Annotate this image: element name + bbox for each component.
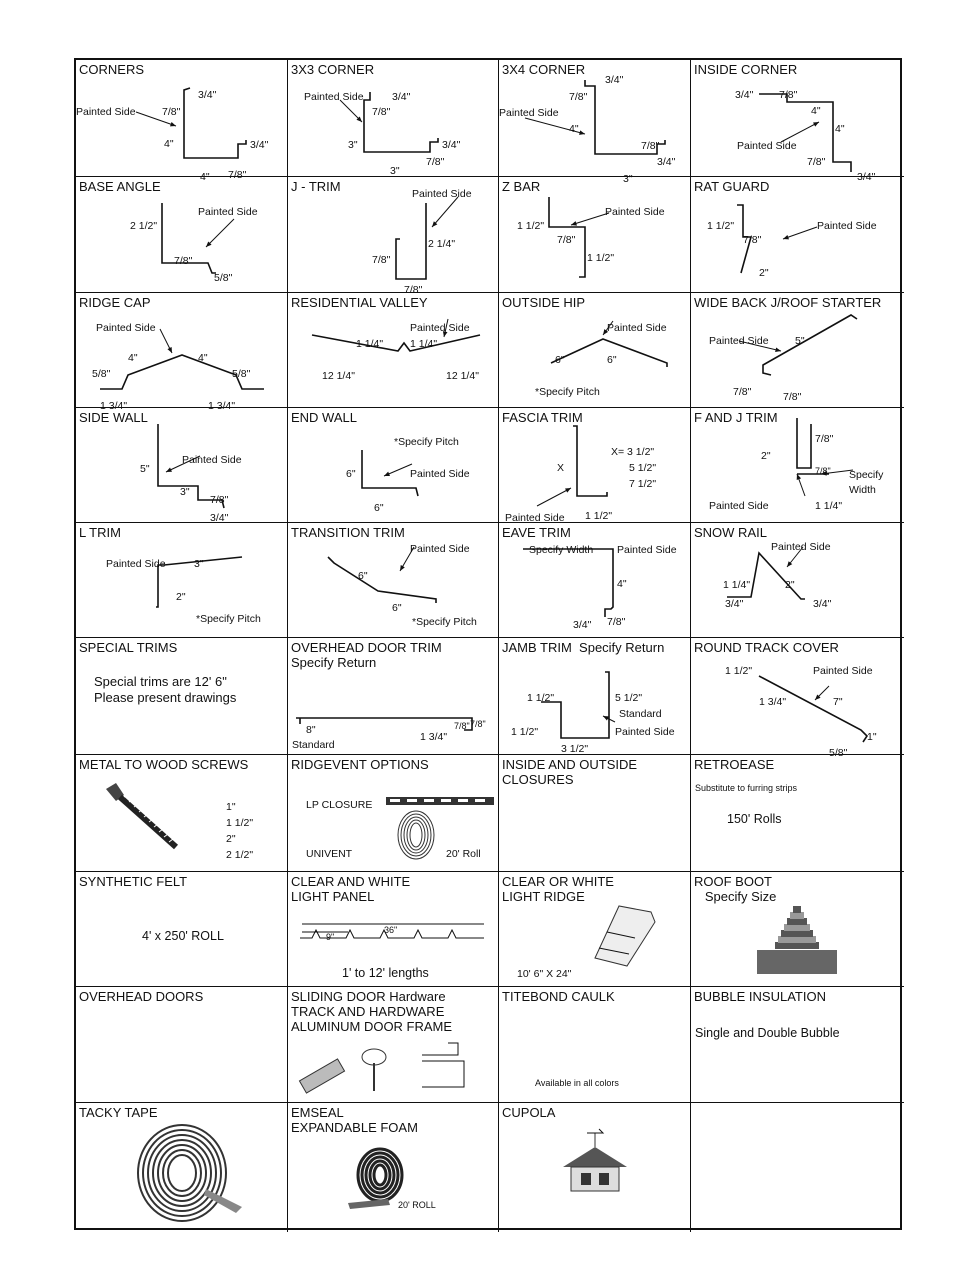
trim-cell-29 <box>288 872 499 987</box>
trim-cell-11 <box>691 293 904 408</box>
dimension-label: 7 1/2" <box>629 478 657 490</box>
dimension-label: 2" <box>176 591 186 603</box>
trim-drawing <box>76 872 288 987</box>
dimension-label: 3/4" <box>605 74 624 86</box>
dimension-label: 1 1/2" <box>226 817 254 829</box>
dimension-label: 3/4" <box>198 89 217 101</box>
trim-title: BASE ANGLE <box>79 179 161 194</box>
trim-cell-18 <box>499 523 691 638</box>
pointer-arrow <box>571 213 609 225</box>
trim-drawing <box>499 1103 691 1232</box>
trim-profile-line <box>763 315 857 375</box>
dimension-label: 1' to 12' lengths <box>342 966 429 980</box>
trim-cell-14 <box>499 408 691 523</box>
dimension-label: 3/4" <box>573 619 592 631</box>
dimension-label: Painted Side <box>410 543 470 555</box>
dimension-label: 150' Rolls <box>727 812 782 826</box>
dimension-label: 1 1/2" <box>527 692 555 704</box>
dimension-label: 3/4" <box>813 598 832 610</box>
dimension-label: 1 1/4" <box>723 579 751 591</box>
arrowhead <box>571 221 577 225</box>
trim-drawing <box>76 293 288 412</box>
dimension-label: 7/8" <box>569 91 588 103</box>
trim-drawing <box>288 755 499 872</box>
trim-cell-9 <box>288 293 499 408</box>
dimension-label: Painted Side <box>410 322 470 334</box>
dimension-label: Painted Side <box>615 726 675 738</box>
dimension-label: 4" <box>617 578 627 590</box>
dimension-label: Painted Side <box>737 140 797 152</box>
trim-drawing <box>691 60 904 183</box>
dimension-label: 5" <box>795 335 805 347</box>
dimension-label: Standard <box>619 708 662 720</box>
dimension-label: 7/8" <box>174 255 193 267</box>
dimension-label: Painted Side <box>182 454 242 466</box>
dimension-label: 20' Roll <box>446 848 481 860</box>
trim-cell-31 <box>691 872 904 987</box>
trim-drawing <box>288 293 499 408</box>
dimension-label: UNIVENT <box>306 848 353 860</box>
dimension-label: 3" <box>194 558 204 570</box>
trim-cell-7 <box>691 177 904 293</box>
trim-title: JAMB TRIM Specify Return <box>502 640 665 655</box>
trim-drawing <box>499 60 691 185</box>
dimension-label: 8" <box>306 724 316 736</box>
trim-cell-38 <box>499 1103 691 1232</box>
trim-title: INSIDE AND OUTSIDE CLOSURES <box>502 757 638 787</box>
dimension-label: *Specify Pitch <box>535 386 600 398</box>
dimension-label: 4" <box>128 352 138 364</box>
dimension-label: 4" <box>200 171 210 183</box>
dimension-label: Painted Side <box>617 544 677 556</box>
dimension-label: 4" <box>835 123 845 135</box>
trim-drawing <box>76 60 288 183</box>
dimension-label: 7/8" <box>372 254 391 266</box>
trim-cell-36 <box>76 1103 288 1232</box>
dimension-label: 7/8" <box>557 234 576 246</box>
dimension-label: 2" <box>761 450 771 462</box>
dimension-label: 2 1/4" <box>428 238 456 250</box>
trim-cell-12 <box>76 408 288 523</box>
trim-drawing <box>499 408 691 523</box>
trim-drawing <box>76 408 288 523</box>
trim-drawing <box>691 177 904 293</box>
dimension-label: Available in all colors <box>535 1078 619 1088</box>
trim-profile-line <box>573 426 607 496</box>
dimension-label: 6" <box>607 354 617 366</box>
dimension-label: Substitute to furring strips <box>695 783 798 793</box>
trim-title: EMSEAL EXPANDABLE FOAM <box>291 1105 418 1135</box>
dimension-label: 36" <box>384 925 398 935</box>
trim-drawing <box>76 177 288 293</box>
dimension-label: Painted Side <box>607 322 667 334</box>
trim-cell-16 <box>76 523 288 638</box>
trim-drawing <box>691 755 904 872</box>
dimension-label: 4" <box>569 123 579 135</box>
dimension-label: 7/8" <box>815 433 834 445</box>
dimension-label: 7/8" <box>454 721 470 731</box>
trim-title: RIDGE CAP <box>79 295 151 310</box>
trim-cell-39 <box>691 1103 904 1232</box>
trim-title: FASCIA TRIM <box>502 410 583 425</box>
trim-title: 3X4 CORNER <box>502 62 586 77</box>
dimension-label: 3" <box>623 173 633 185</box>
univent-roll-icon <box>398 811 434 859</box>
trim-title: SNOW RAIL <box>694 525 767 540</box>
dimension-label: 1 1/4" <box>356 338 384 350</box>
dimension-label: 7/8" <box>426 156 445 168</box>
trim-drawing <box>499 293 691 408</box>
trim-profile-line <box>541 672 609 738</box>
dimension-label: Painted Side <box>198 206 258 218</box>
dimension-label: Standard <box>292 739 335 751</box>
arrowhead <box>783 235 789 239</box>
trim-title: J - TRIM <box>291 179 341 194</box>
trim-catalog-grid <box>74 58 902 1230</box>
trim-drawing <box>288 523 499 638</box>
dimension-label: 7/8" <box>162 106 181 118</box>
dimension-label: 7/8" <box>607 616 626 628</box>
trim-cell-23 <box>691 638 904 759</box>
trim-note: Special trims are 12' 6" Please present drawings <box>94 674 237 705</box>
dimension-label: 3" <box>180 486 190 498</box>
trim-title: ROOF BOOT Specify Size <box>694 874 777 904</box>
dimension-label: 5 1/2" <box>629 462 657 474</box>
trim-drawing <box>76 755 288 872</box>
dimension-label: 7" <box>833 696 843 708</box>
trim-cell-35 <box>691 987 904 1103</box>
dimension-label: 7/8" <box>470 719 486 729</box>
trim-cell-27 <box>691 755 904 872</box>
door-hardware-icon <box>299 1043 464 1093</box>
trim-title: END WALL <box>291 410 357 425</box>
trim-drawing <box>76 987 288 1103</box>
dimension-label: 1" <box>867 731 877 743</box>
dimension-label: 5/8" <box>92 368 111 380</box>
trim-drawing <box>691 987 904 1103</box>
trim-profile-line <box>759 676 867 742</box>
dimension-label: 3/4" <box>442 139 461 151</box>
trim-cell-28 <box>76 872 288 987</box>
dimension-label: 12 1/4" <box>322 370 355 382</box>
trim-title: RESIDENTIAL VALLEY <box>291 295 428 310</box>
trim-drawing <box>76 523 288 638</box>
dimension-label: 7/8" <box>779 89 798 101</box>
trim-drawing <box>691 408 904 523</box>
trim-drawing <box>499 638 691 755</box>
trim-cell-3 <box>691 60 904 183</box>
dimension-label: 7/8" <box>228 169 247 181</box>
dimension-label: 1 3/4" <box>100 400 128 412</box>
roof-boot-icon <box>757 906 837 974</box>
dimension-label: 1 1/2" <box>725 665 753 677</box>
dimension-label: Painted Side <box>771 541 831 553</box>
trim-title: RIDGEVENT OPTIONS <box>291 757 429 772</box>
dimension-label: Painted Side <box>817 220 877 232</box>
dimension-label: 7/8" <box>815 466 831 476</box>
dimension-label: 2" <box>759 267 769 279</box>
trim-title: F AND J TRIM <box>694 410 778 425</box>
pointer-arrow <box>432 197 458 227</box>
trim-drawing <box>499 987 691 1103</box>
trim-cell-6 <box>499 177 691 293</box>
trim-cell-5 <box>288 177 499 296</box>
trim-title: WIDE BACK J/ROOF STARTER <box>694 295 882 310</box>
dimension-label: 4" <box>164 138 174 150</box>
trim-title: BUBBLE INSULATION <box>694 989 826 1004</box>
trim-cell-19 <box>691 523 904 638</box>
trim-title: RAT GUARD <box>694 179 770 194</box>
trim-title: CLEAR AND WHITE LIGHT PANEL <box>291 874 411 904</box>
dimension-label: 6" <box>358 570 368 582</box>
pointer-arrow <box>781 122 819 142</box>
pointer-arrow <box>537 488 571 506</box>
dimension-label: Painted Side <box>709 335 769 347</box>
dimension-label: 6" <box>392 602 402 614</box>
trim-title: SYNTHETIC FELT <box>79 874 188 889</box>
trim-title: CORNERS <box>79 62 145 77</box>
dimension-label: 1 1/2" <box>511 726 539 738</box>
dimension-label: 7/8" <box>372 106 391 118</box>
dimension-label: 3 1/2" <box>561 743 589 755</box>
dimension-label: 3/4" <box>857 171 876 183</box>
trim-title: EAVE TRIM <box>502 525 571 540</box>
trim-drawing <box>76 1103 288 1232</box>
dimension-label: Painted Side <box>412 188 472 200</box>
dimension-label: 3" <box>348 139 358 151</box>
dimension-label: Painted Side <box>499 107 559 119</box>
dimension-label: *Specify Pitch <box>394 436 459 448</box>
trim-profile-line <box>328 557 436 603</box>
trim-drawing <box>499 523 691 638</box>
dimension-label: 12 1/4" <box>446 370 479 382</box>
dimension-label: 5 1/2" <box>615 692 643 704</box>
dimension-label: 5/8" <box>232 368 251 380</box>
trim-cell-0 <box>76 60 288 183</box>
dimension-label: 4" <box>811 105 821 117</box>
cupola-icon <box>563 1129 627 1191</box>
dimension-label: 5" <box>140 463 150 475</box>
dimension-label: 1 1/2" <box>707 220 735 232</box>
trim-profile-line <box>396 203 426 279</box>
dimension-label: *Specify Pitch <box>412 616 477 628</box>
screw-icon <box>106 783 177 847</box>
dimension-label: 3/4" <box>725 598 744 610</box>
dimension-label: 1 1/2" <box>587 252 615 264</box>
dimension-label: X= 3 1/2" <box>611 446 655 458</box>
dimension-label: 7/8" <box>404 284 423 296</box>
dimension-label: Specify Width <box>529 544 594 556</box>
dimension-label: 6" <box>555 354 565 366</box>
trim-drawing <box>691 1103 904 1232</box>
dimension-label: 1 1/2" <box>585 510 613 522</box>
trim-cell-32 <box>76 987 288 1103</box>
trim-cell-13 <box>288 408 499 523</box>
dimension-label: 7/8" <box>807 156 826 168</box>
dimension-label: Painted Side <box>410 468 470 480</box>
dimension-label: 2" <box>785 579 795 591</box>
dimension-label: 7/8" <box>783 391 802 403</box>
trim-drawing <box>691 523 904 638</box>
arrowhead <box>170 122 176 126</box>
trim-title: CUPOLA <box>502 1105 556 1120</box>
trim-title: METAL TO WOOD SCREWS <box>79 757 249 772</box>
dimension-label: Painted Side <box>505 512 565 524</box>
trim-title: Z BAR <box>502 179 541 194</box>
trim-title: SPECIAL TRIMS <box>79 640 178 655</box>
dimension-label: 1 3/4" <box>759 696 787 708</box>
dimension-label: 2" <box>226 833 236 845</box>
trim-cell-30 <box>499 872 691 987</box>
trim-drawing <box>691 293 904 408</box>
dimension-label: 10' 6" X 24" <box>517 968 572 980</box>
trim-title: OVERHEAD DOORS <box>79 989 204 1004</box>
dimension-label: Painted Side <box>605 206 665 218</box>
trim-title: SIDE WALL <box>79 410 148 425</box>
trim-drawing <box>288 60 499 177</box>
trim-cell-21 <box>288 638 499 755</box>
trim-cell-20 <box>76 638 288 755</box>
trim-title: SLIDING DOOR Hardware TRACK AND HARDWARE ALUMINUM DOOR FRAME <box>291 989 453 1034</box>
trim-title: L TRIM <box>79 525 121 540</box>
dimension-label: 20' ROLL <box>398 1200 436 1210</box>
trim-cell-33 <box>288 987 499 1103</box>
dimension-label: Painted Side <box>304 91 364 103</box>
dimension-label: Painted Side <box>813 665 873 677</box>
dimension-label: 3/4" <box>210 512 229 524</box>
trim-title: OUTSIDE HIP <box>502 295 586 310</box>
trim-title: 3X3 CORNER <box>291 62 375 77</box>
dimension-label: Painted Side <box>106 558 166 570</box>
trim-cell-4 <box>76 177 288 293</box>
dimension-label: 3/4" <box>735 89 754 101</box>
trim-cell-37 <box>288 1103 499 1232</box>
trim-cell-22 <box>499 638 691 755</box>
trim-drawing <box>499 177 691 293</box>
trim-drawing <box>288 408 499 523</box>
dimension-label: 7/8" <box>210 494 229 506</box>
dimension-label: 7/8" <box>733 386 752 398</box>
dimension-label: 1 3/4" <box>420 731 448 743</box>
dimension-label: 7/8" <box>743 234 762 246</box>
trim-cell-17 <box>288 523 499 638</box>
dimension-label: 6" <box>374 502 384 514</box>
trim-title: ROUND TRACK COVER <box>694 640 839 655</box>
dimension-label: 5/8" <box>829 747 848 759</box>
dimension-label: Painted Side <box>76 106 136 118</box>
dimension-label: 3/4" <box>250 139 269 151</box>
dimension-label: LP CLOSURE <box>306 799 373 811</box>
arrowhead <box>775 347 781 352</box>
trim-cell-10 <box>499 293 691 408</box>
trim-title: TITEBOND CAULK <box>502 989 615 1004</box>
trim-cell-34 <box>499 987 691 1103</box>
dimension-label: Single and Double Bubble <box>695 1026 840 1040</box>
dimension-label: 3" <box>390 165 400 177</box>
foam-roll-icon <box>348 1149 402 1209</box>
trim-title: TACKY TAPE <box>79 1105 158 1120</box>
dimension-label: 1 1/2" <box>517 220 545 232</box>
trim-title: OVERHEAD DOOR TRIM Specify Return <box>291 640 442 670</box>
dimension-label: X <box>557 462 565 474</box>
dimension-label: 4' x 250' ROLL <box>142 929 224 943</box>
dimension-label: 1" <box>226 801 236 813</box>
dimension-label: *Specify Pitch <box>196 613 261 625</box>
trim-cell-2 <box>499 60 691 185</box>
trim-title: RETROEASE <box>694 757 775 772</box>
dimension-label: Painted Side <box>96 322 156 334</box>
pointer-arrow <box>206 219 234 247</box>
trim-drawing <box>691 638 904 759</box>
dimension-label: 2 1/2" <box>130 220 158 232</box>
trim-cell-1 <box>288 60 499 177</box>
trim-cell-8 <box>76 293 288 412</box>
trim-profile-line <box>312 335 480 351</box>
dimension-label: 3/4" <box>657 156 676 168</box>
tacky-tape-roll-icon <box>138 1125 242 1221</box>
dimension-label: 1 3/4" <box>208 400 236 412</box>
dimension-label: 5/8" <box>214 272 233 284</box>
trim-cell-15 <box>691 408 904 523</box>
trim-title: TRANSITION TRIM <box>291 525 405 540</box>
trim-drawing <box>288 177 499 296</box>
closure-strip-icon <box>386 797 494 805</box>
trim-cell-25 <box>288 755 499 872</box>
dimension-label: Painted Side <box>709 500 769 512</box>
dimension-label: 3/4" <box>392 91 411 103</box>
dimension-label: Specify <box>849 469 884 481</box>
dimension-label: 2 1/2" <box>226 849 254 861</box>
dimension-label: 1 1/4" <box>410 338 438 350</box>
dimension-label: 6" <box>346 468 356 480</box>
trim-profile-line <box>296 718 472 730</box>
dimension-label: 1 1/4" <box>815 500 843 512</box>
trim-cell-26 <box>499 755 691 872</box>
dimension-label: Width <box>849 484 876 496</box>
arrowhead <box>797 474 801 480</box>
trim-title: CLEAR OR WHITE LIGHT RIDGE <box>502 874 614 904</box>
trim-title: INSIDE CORNER <box>694 62 798 77</box>
dimension-label: 4" <box>198 352 208 364</box>
trim-cell-24 <box>76 755 288 872</box>
dimension-label: 9" <box>326 932 335 942</box>
light-ridge-icon <box>595 906 655 966</box>
trim-profile-line <box>523 549 613 617</box>
dimension-label: 7/8" <box>641 140 660 152</box>
